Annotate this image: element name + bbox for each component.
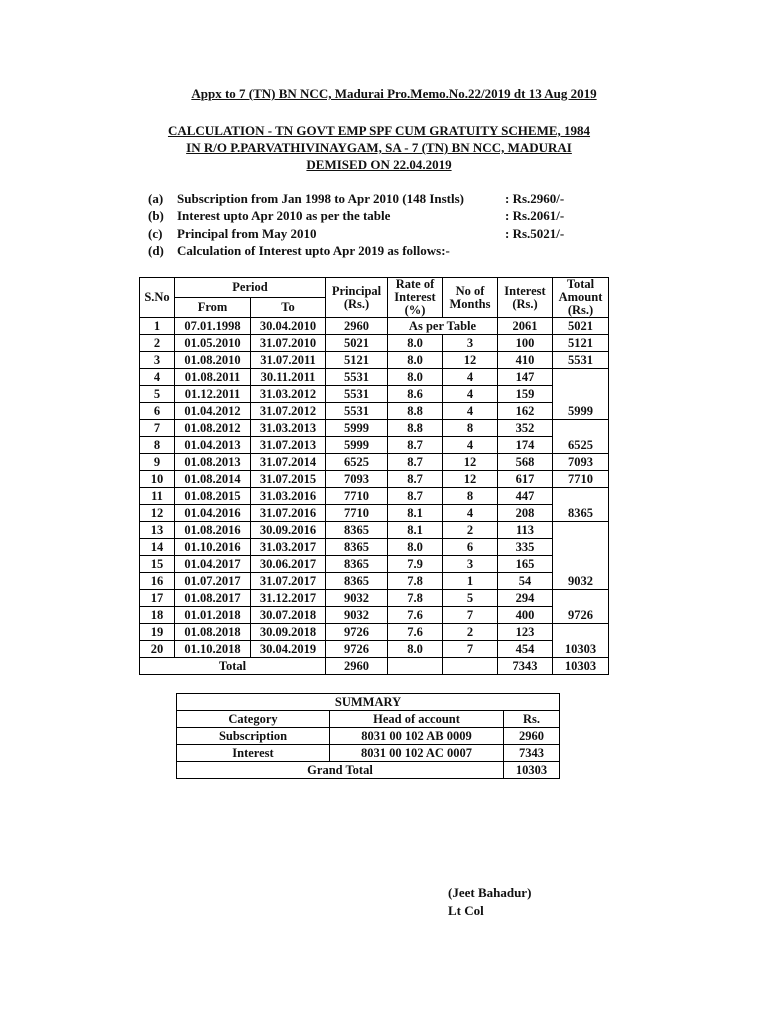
item-label: (b) (148, 208, 164, 223)
total-principal: 2960 (326, 658, 388, 675)
cell-total: 10303 (553, 641, 609, 658)
cell-to: 31.03.2013 (251, 420, 326, 437)
cell-principal: 9032 (326, 607, 388, 624)
cell-months: 4 (443, 437, 498, 454)
cell-principal: 9726 (326, 624, 388, 641)
total-label: Total (140, 658, 326, 675)
table-row (140, 607, 609, 624)
cell-rate: 8.7 (388, 488, 443, 505)
summary-row (177, 728, 560, 745)
header-to: To (251, 298, 326, 318)
cell-principal: 5021 (326, 335, 388, 352)
cell-to: 31.07.2012 (251, 403, 326, 420)
cell-sno: 15 (140, 556, 175, 573)
cell-interest: 568 (498, 454, 553, 471)
total-amount: 10303 (553, 658, 609, 675)
table-row (140, 590, 609, 607)
signatory-rank: Lt Col (448, 903, 484, 918)
total-interest: 7343 (498, 658, 553, 675)
table-row (140, 573, 609, 590)
summary-rs: 7343 (504, 745, 560, 762)
cell-total: 9032 (553, 573, 609, 590)
cell-interest: 159 (498, 386, 553, 403)
cell-interest: 147 (498, 369, 553, 386)
cell-principal: 5999 (326, 437, 388, 454)
cell-sno: 11 (140, 488, 175, 505)
cell-months: 4 (443, 369, 498, 386)
cell-principal: 7710 (326, 488, 388, 505)
cell-rate: As per Table (388, 318, 498, 335)
cell-to: 31.03.2017 (251, 539, 326, 556)
item-a (148, 191, 618, 208)
cell-sno: 18 (140, 607, 175, 624)
item-text: Principal from May 2010 (177, 226, 317, 241)
header-from: From (175, 298, 251, 318)
summary-header-rs: Rs. (504, 711, 560, 728)
cell-total (553, 420, 609, 437)
summary-header-category: Category (177, 711, 330, 728)
cell-principal: 6525 (326, 454, 388, 471)
cell-total (553, 624, 609, 641)
cell-rate: 8.1 (388, 505, 443, 522)
cell-to: 31.07.2017 (251, 573, 326, 590)
cell-from: 01.08.2015 (175, 488, 251, 505)
cell-principal: 9726 (326, 641, 388, 658)
cell-to: 31.07.2014 (251, 454, 326, 471)
cell-months: 2 (443, 624, 498, 641)
cell-to: 31.07.2010 (251, 335, 326, 352)
cell-interest: 410 (498, 352, 553, 369)
table-row (140, 641, 609, 658)
cell-total: 7710 (553, 471, 609, 488)
cell-sno: 20 (140, 641, 175, 658)
item-text: Interest upto Apr 2010 as per the table (177, 208, 391, 223)
cell-rate: 8.8 (388, 420, 443, 437)
cell-principal: 5531 (326, 403, 388, 420)
table-row (140, 318, 609, 335)
summary-category: Interest (177, 745, 330, 762)
summary-title: SUMMARY (177, 694, 560, 711)
cell-principal: 8365 (326, 522, 388, 539)
cell-total (553, 522, 609, 539)
cell-rate: 8.1 (388, 522, 443, 539)
cell-from: 01.07.2017 (175, 573, 251, 590)
cell-months: 6 (443, 539, 498, 556)
total-row (140, 658, 609, 675)
cell-to: 30.07.2018 (251, 607, 326, 624)
cell-principal: 7710 (326, 505, 388, 522)
cell-total (553, 488, 609, 505)
cell-months: 12 (443, 471, 498, 488)
cell-sno: 9 (140, 454, 175, 471)
cell-interest: 165 (498, 556, 553, 573)
cell-months: 1 (443, 573, 498, 590)
cell-months: 3 (443, 335, 498, 352)
cell-principal: 5121 (326, 352, 388, 369)
cell-total: 9726 (553, 607, 609, 624)
header-months: No of Months (443, 278, 498, 318)
cell-rate: 8.0 (388, 335, 443, 352)
title-line-2: IN R/O P.PARVATHIVINAYGAM, SA - 7 (TN) BN NCC, MADURAI (186, 140, 572, 155)
cell-interest: 2061 (498, 318, 553, 335)
cell-total: 5999 (553, 403, 609, 420)
item-label: (c) (148, 226, 163, 241)
total-rate-empty (388, 658, 443, 675)
cell-from: 01.01.2018 (175, 607, 251, 624)
cell-sno: 10 (140, 471, 175, 488)
cell-from: 01.08.2011 (175, 369, 251, 386)
cell-interest: 454 (498, 641, 553, 658)
cell-from: 01.08.2016 (175, 522, 251, 539)
cell-interest: 294 (498, 590, 553, 607)
appendix-reference: Appx to 7 (TN) BN NCC, Madurai Pro.Memo.No.22/2019 dt 13 Aug 2019 (191, 86, 597, 101)
title-line-3: DEMISED ON 22.04.2019 (306, 157, 452, 172)
cell-total (553, 556, 609, 573)
cell-months: 4 (443, 386, 498, 403)
signatory-name: (Jeet Bahadur) (448, 885, 532, 900)
cell-from: 01.08.2017 (175, 590, 251, 607)
cell-total: 5531 (553, 352, 609, 369)
cell-to: 31.07.2011 (251, 352, 326, 369)
cell-principal: 5531 (326, 386, 388, 403)
cell-rate: 8.7 (388, 471, 443, 488)
cell-principal: 2960 (326, 318, 388, 335)
cell-months: 7 (443, 641, 498, 658)
cell-interest: 617 (498, 471, 553, 488)
cell-rate: 7.9 (388, 556, 443, 573)
grand-total-label: Grand Total (177, 762, 504, 779)
cell-months: 8 (443, 420, 498, 437)
item-c (148, 226, 618, 243)
cell-total: 6525 (553, 437, 609, 454)
cell-sno: 7 (140, 420, 175, 437)
cell-rate: 8.6 (388, 386, 443, 403)
cell-total: 5021 (553, 318, 609, 335)
table-body (140, 318, 609, 658)
item-label: (d) (148, 243, 164, 258)
cell-from: 01.04.2012 (175, 403, 251, 420)
summary-rs: 2960 (504, 728, 560, 745)
cell-from: 01.08.2018 (175, 624, 251, 641)
cell-months: 4 (443, 403, 498, 420)
cell-from: 01.10.2016 (175, 539, 251, 556)
cell-months: 2 (443, 522, 498, 539)
cell-to: 31.07.2015 (251, 471, 326, 488)
table-row (140, 352, 609, 369)
item-value: : Rs.5021/- (505, 226, 565, 241)
item-b (148, 208, 618, 225)
table-row (140, 454, 609, 471)
summary-head: 8031 00 102 AC 0007 (330, 745, 504, 762)
cell-from: 01.05.2010 (175, 335, 251, 352)
calculation-table (139, 277, 609, 675)
cell-sno: 14 (140, 539, 175, 556)
cell-from: 01.08.2010 (175, 352, 251, 369)
cell-total: 5121 (553, 335, 609, 352)
cell-to: 30.11.2011 (251, 369, 326, 386)
cell-principal: 8365 (326, 573, 388, 590)
cell-interest: 400 (498, 607, 553, 624)
header-period: Period (175, 278, 326, 298)
table-row (140, 403, 609, 420)
item-value: : Rs.2061/- (505, 208, 565, 223)
cell-from: 01.04.2017 (175, 556, 251, 573)
cell-months: 4 (443, 505, 498, 522)
header-rate: Rate of Interest (%) (388, 278, 443, 318)
cell-sno: 17 (140, 590, 175, 607)
table-row (140, 522, 609, 539)
signature-block (448, 884, 531, 920)
cell-principal: 8365 (326, 556, 388, 573)
cell-sno: 1 (140, 318, 175, 335)
header-interest: Interest (Rs.) (498, 278, 553, 318)
cell-principal: 7093 (326, 471, 388, 488)
cell-sno: 8 (140, 437, 175, 454)
cell-to: 31.07.2016 (251, 505, 326, 522)
cell-total (553, 590, 609, 607)
cell-from: 01.08.2012 (175, 420, 251, 437)
table-row (140, 505, 609, 522)
cell-interest: 162 (498, 403, 553, 420)
summary-header-head: Head of account (330, 711, 504, 728)
cell-rate: 7.6 (388, 607, 443, 624)
header-total: Total Amount (Rs.) (553, 278, 609, 318)
cell-interest: 113 (498, 522, 553, 539)
cell-rate: 8.0 (388, 369, 443, 386)
cell-interest: 123 (498, 624, 553, 641)
table-row (140, 471, 609, 488)
cell-principal: 8365 (326, 539, 388, 556)
table-row (140, 420, 609, 437)
table-row (140, 488, 609, 505)
cell-principal: 9032 (326, 590, 388, 607)
table-row (140, 624, 609, 641)
cell-to: 30.04.2019 (251, 641, 326, 658)
cell-rate: 8.7 (388, 454, 443, 471)
cell-interest: 335 (498, 539, 553, 556)
cell-principal: 5999 (326, 420, 388, 437)
cell-sno: 5 (140, 386, 175, 403)
cell-rate: 8.8 (388, 403, 443, 420)
table-row (140, 369, 609, 386)
table-row (140, 539, 609, 556)
cell-rate: 8.0 (388, 539, 443, 556)
cell-to: 30.06.2017 (251, 556, 326, 573)
cell-interest: 447 (498, 488, 553, 505)
cell-months: 8 (443, 488, 498, 505)
cell-rate: 7.8 (388, 590, 443, 607)
cell-to: 31.03.2016 (251, 488, 326, 505)
cell-rate: 8.0 (388, 641, 443, 658)
total-months-empty (443, 658, 498, 675)
cell-to: 31.12.2017 (251, 590, 326, 607)
cell-months: 5 (443, 590, 498, 607)
summary-category: Subscription (177, 728, 330, 745)
table-row (140, 335, 609, 352)
cell-sno: 4 (140, 369, 175, 386)
cell-from: 01.04.2013 (175, 437, 251, 454)
item-label: (a) (148, 191, 164, 206)
cell-sno: 13 (140, 522, 175, 539)
table-row (140, 386, 609, 403)
cell-interest: 208 (498, 505, 553, 522)
cell-sno: 19 (140, 624, 175, 641)
cell-total (553, 369, 609, 386)
cell-total: 8365 (553, 505, 609, 522)
cell-from: 01.10.2018 (175, 641, 251, 658)
cell-from: 01.08.2014 (175, 471, 251, 488)
cell-months: 12 (443, 352, 498, 369)
cell-rate: 7.6 (388, 624, 443, 641)
cell-from: 07.01.1998 (175, 318, 251, 335)
cell-principal: 5531 (326, 369, 388, 386)
cell-rate: 8.0 (388, 352, 443, 369)
grand-total-value: 10303 (504, 762, 560, 779)
cell-total (553, 386, 609, 403)
cell-to: 31.03.2012 (251, 386, 326, 403)
header-principal: Principal (Rs.) (326, 278, 388, 318)
cell-total: 7093 (553, 454, 609, 471)
cell-sno: 6 (140, 403, 175, 420)
cell-interest: 100 (498, 335, 553, 352)
cell-from: 01.12.2011 (175, 386, 251, 403)
cell-to: 31.07.2013 (251, 437, 326, 454)
cell-interest: 174 (498, 437, 553, 454)
cell-months: 3 (443, 556, 498, 573)
cell-months: 7 (443, 607, 498, 624)
summary-head: 8031 00 102 AB 0009 (330, 728, 504, 745)
cell-to: 30.09.2018 (251, 624, 326, 641)
cell-from: 01.08.2013 (175, 454, 251, 471)
item-text: Subscription from Jan 1998 to Apr 2010 (148 Instls) (177, 191, 464, 206)
cell-interest: 352 (498, 420, 553, 437)
cell-sno: 2 (140, 335, 175, 352)
cell-months: 12 (443, 454, 498, 471)
document-title (140, 122, 618, 173)
cell-from: 01.04.2016 (175, 505, 251, 522)
cell-rate: 8.7 (388, 437, 443, 454)
cell-sno: 12 (140, 505, 175, 522)
table-row (140, 556, 609, 573)
title-line-1: CALCULATION - TN GOVT EMP SPF CUM GRATUITY SCHEME, 1984 (167, 123, 591, 138)
cell-interest: 54 (498, 573, 553, 590)
summary-row (177, 745, 560, 762)
header-sno: S.No (140, 278, 175, 318)
cell-sno: 3 (140, 352, 175, 369)
table-row (140, 437, 609, 454)
cell-to: 30.04.2010 (251, 318, 326, 335)
item-text: Calculation of Interest upto Apr 2019 as follows:- (177, 243, 450, 258)
cell-sno: 16 (140, 573, 175, 590)
cell-to: 30.09.2016 (251, 522, 326, 539)
summary-table (176, 693, 560, 779)
item-d (148, 243, 618, 260)
cell-total (553, 539, 609, 556)
item-value: : Rs.2960/- (505, 191, 565, 206)
cell-rate: 7.8 (388, 573, 443, 590)
